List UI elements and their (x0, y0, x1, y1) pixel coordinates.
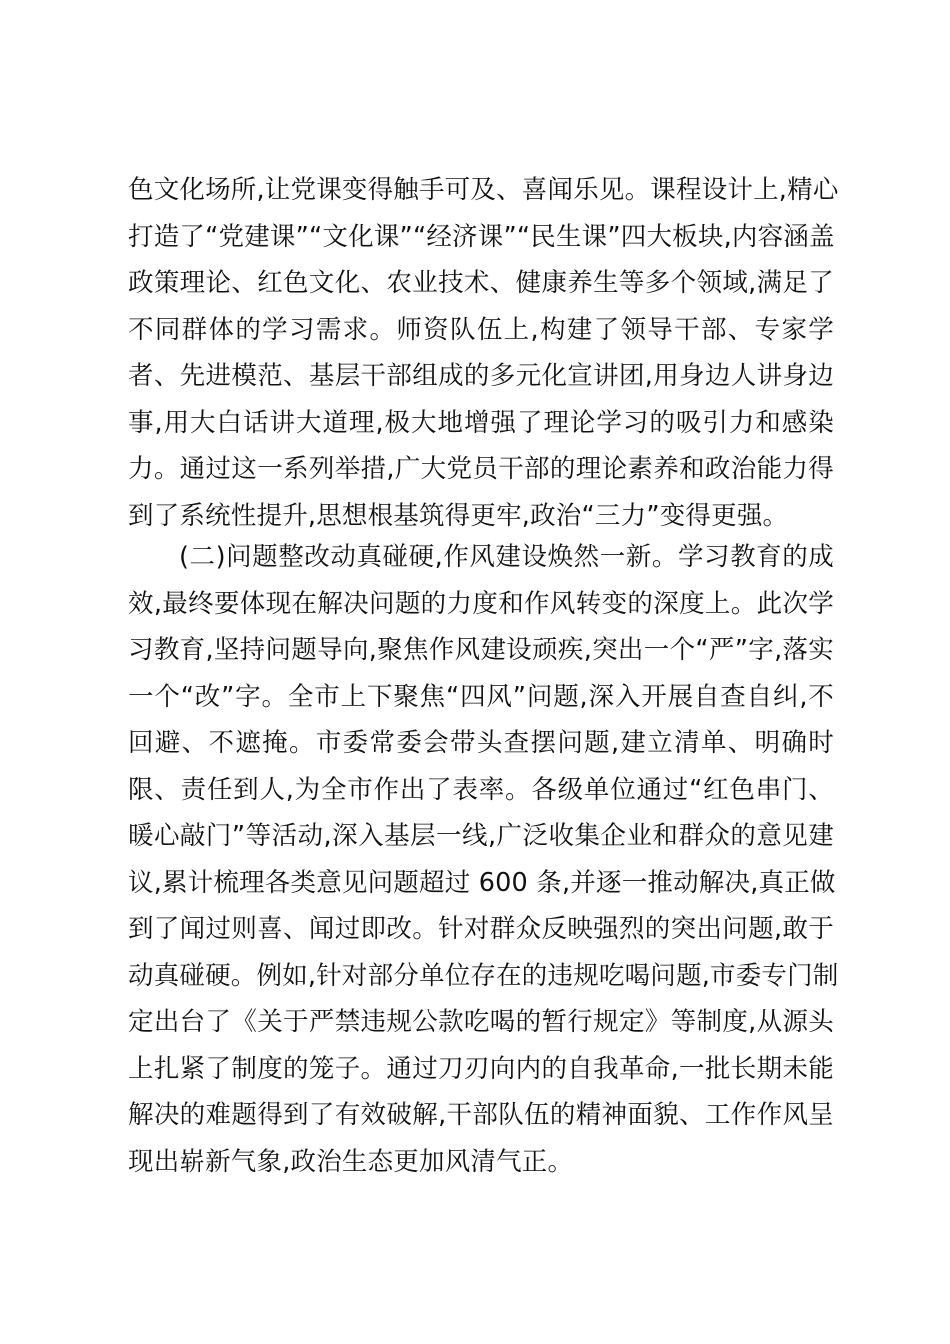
paragraph-line: 解决的难题得到了有效破解,干部队伍的精神面貌、工作作风呈 (128, 1100, 834, 1130)
paragraph-line: 暖心敲门”等活动,深入基层一线,广泛收集企业和群众的意见建 (128, 821, 834, 851)
paragraph-line: 限、责任到人,为全市作出了表率。各级单位通过“红色串门、 (128, 774, 834, 805)
paragraph-line: 政策理论、红色文化、农业技术、健康养生等多个领域,满足了 (128, 268, 834, 298)
paragraph-line: 习教育,坚持问题导向,聚焦作风建设顽疾,突出一个“严”字,落实 (128, 635, 834, 665)
paragraph-line: 一个“改”字。全市上下聚焦“四风”问题,深入开展自查自纠,不 (128, 681, 834, 712)
paragraph-line: 事,用大白话讲大道理,极大地增强了理论学习的吸引力和感染 (128, 407, 834, 438)
paragraph-line: 力。通过这一系列举措,广大党员干部的理论素养和政治能力得 (128, 454, 834, 484)
paragraph-line: 不同群体的学习需求。师资队伍上,构建了领导干部、专家学 (128, 314, 834, 345)
paragraph-2 (128, 538, 839, 1189)
paragraph-line: 上扎紧了制度的笼子。通过刀刃向内的自我革命,一批长期未能 (128, 1053, 834, 1084)
paragraph-line: 者、先进模范、基层干部组成的多元化宣讲团,用身边人讲身边 (128, 361, 834, 391)
section-heading-line: (二)问题整改动真碰硬,作风建设焕然一新。学习教育的成 (179, 542, 834, 572)
paragraph-line: 色文化场所,让党课变得触手可及、喜闻乐见。课程设计上,精心 (128, 175, 839, 205)
paragraph-line: 动真碰硬。例如,针对部分单位存在的违规吃喝问题,市委专门制 (128, 960, 839, 991)
paragraph-line: 到了系统性提升,思想根基筑得更牢,政治“三力”变得更强。 (128, 500, 789, 531)
paragraph-line: 打造了“党建课”“文化课”“经济课”“民生课”四大板块,内容涵盖 (128, 221, 835, 252)
paragraph-line: 到了闻过则喜、闻过即改。针对群众反映强烈的突出问题,敢于 (128, 914, 834, 944)
paragraph-1 (128, 171, 839, 543)
paragraph-line: 效,最终要体现在解决问题的力度和作风转变的深度上。此次学 (128, 588, 834, 619)
paragraph-line: 回避、不遮掩。市委常委会带头查摆问题,建立清单、明确时 (128, 728, 834, 758)
paragraph-line: 议,累计梳理各类意见问题超过 600 条,并逐一推动解决,真正做 (128, 867, 836, 898)
paragraph-line: 定出台了《关于严禁违规公款吃喝的暂行规定》等制度,从源头 (128, 1007, 834, 1037)
paragraph-line: 现出崭新气象,政治生态更加风清气正。 (128, 1146, 574, 1177)
